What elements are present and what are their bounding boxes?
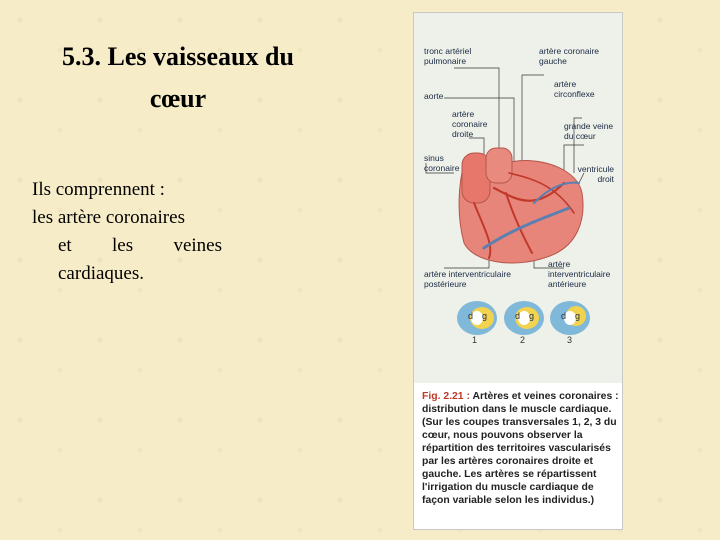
figure-number: Fig. 2.21 : <box>422 391 470 402</box>
label-posterior-interventricular-artery: artère interventriculaire postérieure <box>424 269 511 289</box>
label-great-cardiac-vein: grande veine du cœur <box>564 121 614 141</box>
label-aorta: aorte <box>424 91 444 101</box>
label-right-coronary-artery: artère coronaire droite <box>452 109 488 139</box>
section-number-3: 3 <box>567 335 573 345</box>
figure-caption <box>422 390 620 507</box>
label-coronary-sinus: sinus coronaire <box>424 153 460 173</box>
section-3-g: g <box>575 311 581 321</box>
title-line-1: 5.3. Les vaisseaux du <box>62 42 294 71</box>
cross-sections <box>457 301 590 335</box>
body-text <box>32 176 222 288</box>
section-number-2: 2 <box>520 335 526 345</box>
label-left-coronary-artery: artère coronaire gauche <box>539 46 600 66</box>
body-line-1: Ils comprennent : <box>32 179 165 200</box>
label-right-ventricle: ventricule droit <box>577 164 614 184</box>
heart-illustration <box>414 13 622 383</box>
title-line-2: cœur <box>149 84 207 113</box>
label-pulmonary-trunk: tronc artériel pulmonaire <box>424 46 472 66</box>
section-1-g: g <box>482 311 488 321</box>
section-2-g: g <box>529 311 535 321</box>
section-1-d: d <box>468 311 474 321</box>
heart-vessels-figure <box>413 12 623 530</box>
body-line-3: et les veines <box>58 235 222 256</box>
section-number-1: 1 <box>472 335 478 345</box>
body-line-2: les artère coronaires <box>32 207 185 228</box>
section-2-d: d <box>515 311 521 321</box>
label-circumflex-artery: artère circonflexe <box>554 79 595 99</box>
label-anterior-interventricular-artery: artère interventriculaire antérieure <box>548 259 611 289</box>
pulmonary-trunk-shape <box>486 148 512 183</box>
body-line-4: cardiaques. <box>58 263 144 284</box>
figure-caption-text: Artères et veines coronaires : distribution dans le muscle cardiaque. (Sur les coupes transversales 1, 2, 3 du cœur, nous pouvons observer la répartition des territoires vascularisés par les artères coronaires droite et gauche. Les artères se répartissent l'irrigation du muscle cardiaque de façon variable selon les individus.) <box>422 391 619 506</box>
slide-title <box>28 36 328 120</box>
section-3-d: d <box>561 311 567 321</box>
